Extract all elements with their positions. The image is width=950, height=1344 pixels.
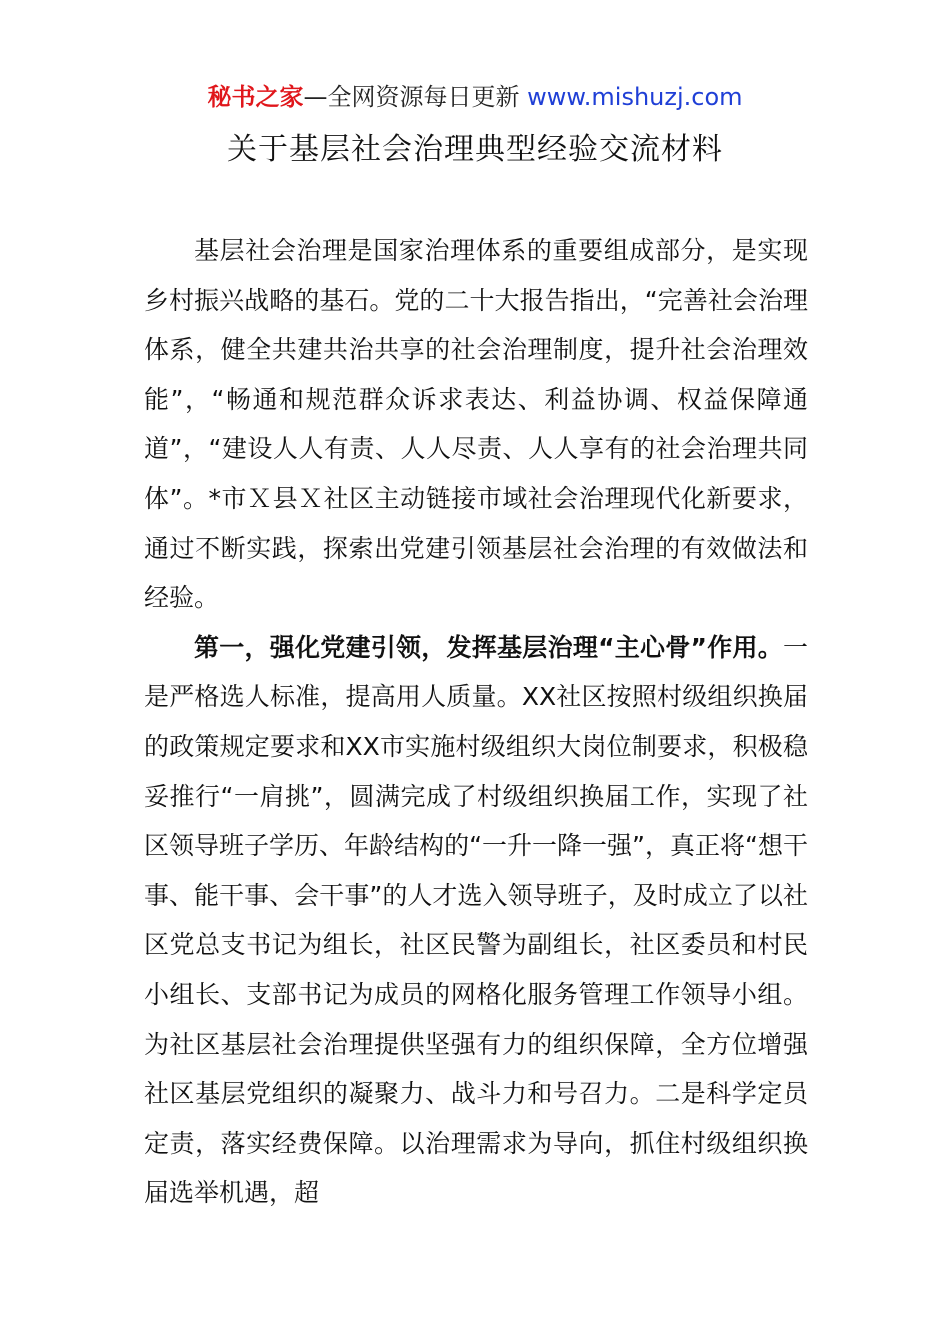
site-url-link[interactable]: www.mishuzj.com (527, 83, 743, 111)
site-header (0, 80, 950, 114)
document-title: 关于基层社会治理典型经验交流材料 (227, 132, 723, 167)
paragraph-section-one (144, 623, 808, 1218)
paragraph-lead: 第一，强化党建引领，发挥基层治理“主心骨”作用。 (194, 632, 783, 662)
document-body (144, 226, 808, 1218)
paragraph-intro (144, 226, 808, 623)
paragraph-text: 一是严格选人标准，提高用人质量。XX社区按照村级组织换届的政策规定要求和XX市实施村级组织大岗位制要求，积极稳妥推行“一肩挑”，圆满完成了村级组织换届工作，实现了社区领导班子学历、年龄结构的“一升一降一强”，真正将“想干事、能干事、会干事”的人才选入领导班子，及时成立了以社区党总支书记为组长，社区民警为副组长，社区委员和村民小组长、支部书记为成员的网格化服务管理工作领导小组。为社区基层社会治理提供坚强有力的组织保障，全方位增强社区基层党组织的凝聚力、战斗力和号召力。二是科学定员定责，落实经费保障。以治理需求为导向，抓住村级组织换届选举机遇，超 (144, 632, 808, 1208)
header-slogan: —全网资源每日更新 (303, 83, 520, 111)
paragraph-text: 基层社会治理是国家治理体系的重要组成部分，是实现乡村振兴战略的基石。党的二十大报告指出，“完善社会治理体系，健全共建共治共享的社会治理制度，提升社会治理效能”，“畅通和规范群众诉求表达、利益协调、权益保障通道”，“建设人人有责、人人尽责、人人享有的社会治理共同体”。*市Ｘ县Ｘ社区主动链接市域社会治理现代化新要求，通过不断实践，探索出党建引领基层社会治理的有效做法和经验。 (144, 236, 808, 613)
brand-name: 秘书之家 (207, 83, 304, 111)
